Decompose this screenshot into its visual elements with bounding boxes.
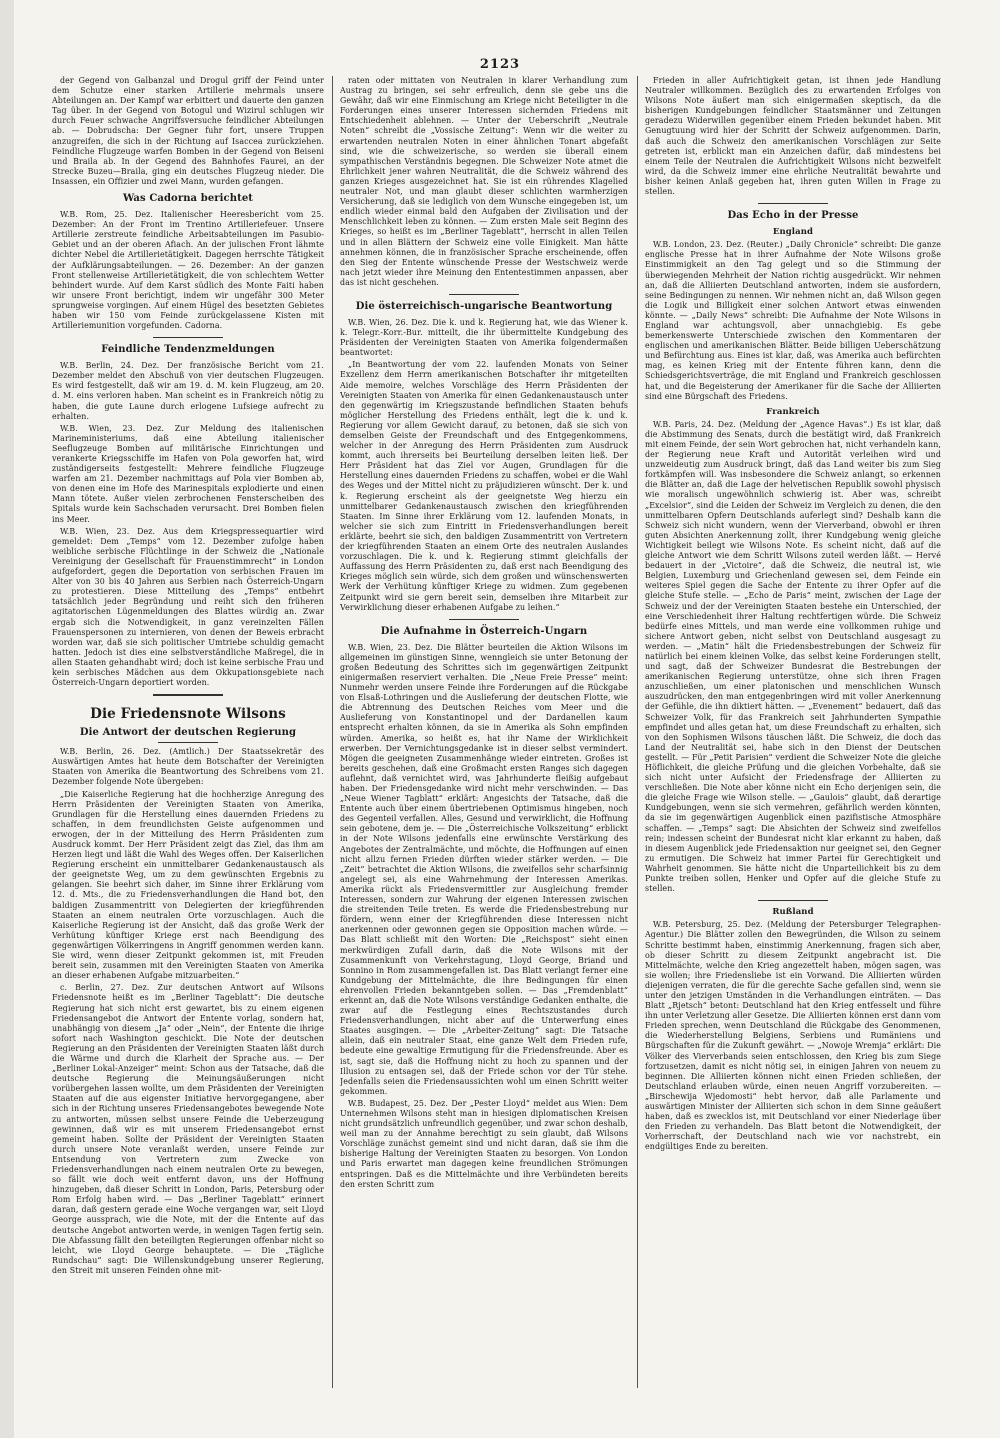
article-paragraph: W.B. Wien, 23. Dez. Aus dem Kriegspressequartier wird gemeldet: Dem „Temps“ vom 12. Dezember zufolge haben weibliche serbische Flüchtlinge in der Schweiz die „Nationale Vereinigung der Gesellschaft für Frauenstimmrecht“ in London aufgefordert, gegen die Deportation von serbischen Frauen im Alter von 30 bis 40 Jahren aus Serbien nach Österreich-Ungarn zu protestieren. Diese Mitteilung des „Temps“ entbehrt tatsächlich jeder Begründung und reiht sich den früheren agitatorischen Lügenmeldungen des Blattes würdig an. Zwar ergab sich die Notwendigkeit, in ganz vereinzelten Fällen Frauenspersonen zu internieren, von denen der Beweis erbracht worden war, daß sie sich politischer Umtriebe schuldig gemacht hatten. Jedoch ist dies eine selbstverständliche Maßregel, die in allen Staaten gehandhabt wird; doch ist keine serbische Frau und kein serbisches Mädchen aus dem Okkupationsgebiete nach Österreich-Ungarn deportiert worden. — [52, 526, 324, 688]
article-paragraph: W.B. Petersburg, 25. Dez. (Meldung der Petersburger Telegraphen-Agentur.) Die Blätter zollen den Bewegründen, die Wilson zu seinem Schritte bestimmt haben, einstimmig Anerkennung, fragen sich aber, ob dieser Schritt zu diesem Zeitpunkt angebracht ist. Die Mittelmächte, welche den Krieg angezettelt haben, mögen sagen, was sie wollen; ihre Friedensliebe ist ein Vorwand. Die Alliierten würden diejenigen verraten, die für die gerechte Sache gefallen sind, wenn sie unter den jetzigen Umständen in die Verhandlungen einträten. — Das Blatt „Rjetsch“ betont: Deutschland hat den Krieg entfesselt und führe ihn unter Verletzung aller Gesetze. Die Alliierten können erst dann vom Frieden sprechen, wenn Deutschland die Rückgabe des Genommenen, die Wiederherstellung Belgiens, Serbiens und Rumäniens und Bürgschaften für die Zukunft gewährt. — „Nowoje Wremja“ erklärt: Die Völker des Vierverbands seien entschlossen, den Krieg bis zum Siege fortzusetzen, damit es nicht nötig sei, in einigen Jahren von neuem zu beginnen. Die Alliierten können nicht einen Frieden schließen, der Deutschland erlauben würde, einen neuen Angriff vorzubereiten. — „Birschewija Wjedomosti“ hebt hervor, daß alle Parlamente und auswärtigen Minister der Alliierten sich schon in dem Sinne geäußert haben, daß es zwecklos ist, mit Deutschland vor einer Niederlage über den Frieden zu verhandeln. Das Blatt betont die Notwendigkeit, der Vorherrschaft, der Deutschland nach wie vor nachstrebt, ein endgültiges Ende zu bereiten. — [645, 920, 941, 1152]
article-heading: Die österreichisch-ungarische Beantwortung — [355, 300, 613, 312]
article-paragraph: raten oder mittaten von Neutralen in klarer Verhandlung zum Austrag zu bringen, sei sehr erfreulich, denn sie gebe uns die Gewähr, daß wir eine Einmischung am Kriege nicht Beteiligter in die Forderungen eines unserer Interessen sichernden Friedens mit Entschiedenheit ablehnen. — Unter der Ueberschrift „Neutrale Noten“ schreibt die „Vossische Zeitung“: Wenn wir die weiter zu erwartenden neutralen Noten in einer ähnlichen Tonart abgefaßt sind, wie die schweizerische, so werden sie überall einem sympathischen Verständnis begegnen. Die Schweizer Note atmet die Ehrlichkeit jener wahren Neutralität, die die Schweiz während des ganzen Krieges ausgezeichnet hat. Sie ist ein rührendes Klagelied neutraler Not, und man glaubt dieser schlichten warmherzigen Versicherung, daß sie lediglich von dem Wunsche eingegeben ist, um endlich wieder einmal bald den Aufgaben der Zivilisation und der Menschlichkeit leben zu können. — Zum ersten Male seit Beginn des Krieges, so heißt es im „Berliner Tageblatt“, herrscht in allen Teilen und in allen Blättern der Schweiz eine volle Einigkeit. Man hätte annehmen können, die in französischer Sprache erscheinende, offen den Sieg der Entente wünschende Presse der Westschweiz werde nach jetzt wieder ihre Meinung den Ententestimmen anpassen, aber das ist nicht geschehen. — [340, 76, 628, 287]
article-heading: Die Friedensnote Wilsons — [90, 706, 286, 723]
section-separator — [153, 694, 223, 696]
article-paragraph: W.B. Wien, 23. Dez. Die Blätter beurteilen die Aktion Wilsons im allgemeinen im günstigen Sinne, wenngleich sie unter Betonung der großen Bedeutung des Schrittes sich im gegenwärtigen Zeitpunkt einigermaßen reserviert verhalten. Die „Neue Freie Presse“ meint: Nunmehr werden unsere Feinde ihre Forderungen auf die Rückgabe von Elsaß-Lothringen und die Auslieferung der deutschen Flotte, wie die Abtrennung des Deutschen Reiches vom Meer und die Auslieferung von Konstantinopel und der Dardanellen kaum entsprecht erhalten können, da sie in Amerika als Sohn empfinden würden. Amerika, so heißt es, hat ihr Name der Wirklichkeit erwerben. Der Vernichtungsgedanke ist in dieser selbst vermindert. Mögen die geeigneten Zusammenhänge wieder eintreten. Großes ist bereits geschehen, daß eine Großmacht ersten Ranges sich dagegen auflehnt, daß vernichtet wird, was Jahrhunderte fleißig aufgebaut haben. Der Friedensgedanke wird nicht mehr verschwinden. — Das „Neue Wiener Tagblatt“ erklärt: Angesichts der Tatsache, daß die Entente auch über einem übertriebenen Optimismus hingeben, noch des Gegenteil verfallen. Alles, Gesund und verwirklicht, die Hoffnung sein gebotene, dem je. — Die „Österreichische Volkszeitung“ erblickt in der Note Wilsons jedenfalls eine erwünschte Verstärkung des Angebotes der Zentralmächte, und möchte, die Hoffnungen auf einen nicht allzu fernen Frieden dürften wieder stärker werden. — Die „Zeit“ betrachtet die Aktion Wilsons, die zweifellos sehr scharfsinnig angelegt sei, als eine Wahrnehmung der Interessen Amerikas. Amerika rückt als Friedensvermittler zur Ausgleichung fremder Interessen, sondern zur Wahrung der eigenen Interessen zwischen die streitenden Teile treten. Es werde die Friedensbestrebung nur fördern, wenn einer der Kriegführenden diese Interessen nicht anerkennen oder gewonnen gegen sie Opposition machen würde. — Das Blatt schließt mit den Worten: Die „Reichspost“ sieht einen merkwürdigen Zufall darin, daß die Note Wilsons mit der Zusammenkunft von Verkehrstagung, Lloyd George, Briand und Sonnino in Rom zusammengefallen ist. Das Blatt verlangt ferner eine Kundgebung der Mittelmächte, die ihre Bedingungen für einen ehrenvollen Frieden bekanntgeben sollen. — Das „Fremdenblatt“ erkennt an, daß die Note Wilsons verständige Gedanken enthalte, die zwar auf die Festlegung eines Rechtszustandes durch Friedensverhandlungen, nicht aber auf die Unterwerfung eines Staates ausgingen. — Die „Arbeiter-Zeitung“ sagt: Die Tatsache allein, daß ein neutraler Staat, eine ganze Welt dem Frieden rufe, bedeute eine gewaltige Ermutigung für die Friedensfreunde. Aber es ist, sagt sie, daß die Hoffnung nicht zu hoch zu spannen und der Illusion zu entsagen sei, daß der Friede schon vor der Tür stehe. Jedenfalls seien die Friedensaussichten wohl um einen Schritt weiter gekommen. — [340, 642, 628, 1096]
page-edge — [0, 0, 14, 1438]
article-heading: Was Cadorna berichtet — [122, 193, 254, 205]
article-paragraph: W.B. Berlin, 24. Dez. Der französische Bericht vom 21. Dezember meldet den Abschuß von vier deutschen Flugzeugen. Es wird festgestellt, daß wir am 19. d. M. kein Flugzeug, am 20. d. M. eins verloren haben. Man scheint es in Frankreich nötig zu haben, die gute Laune durch erlogene Lufsiege aufrecht zu erhalten. — [52, 361, 324, 421]
country-subheading: Frankreich — [766, 406, 820, 417]
country-subheading: England — [772, 227, 814, 238]
country-subheading: Rußland — [772, 907, 814, 918]
article-paragraph: W.B. Rom, 25. Dez. Italienischer Heeresbericht vom 25. Dezember: An der Front im Trentino Artilleriefeuer. Unsere Artillerie zerstreute feindliche Arbeitsabteilungen im Pasubio-Gebiet und an der oberen Afiach. An der julischen Front lähmte dichter Nebel die Artillerietätigkeit. Dagegen herrschte Tätigkeit der Aufklärungsabteilungen. — 26. Dezember: An der ganzen Front stellenweise Artillerietätigkeit, die von schlechtem Wetter behindert wurde. Auf dem Karst südlich des Monte Faiti haben wir unsere Front berichtigt, indem wir ungefähr 300 Meter sprungweise vorgingen. Auf einem Hügel des besetzten Gebietes haben wir 150 vom Feinde zurückgelassene Kisten mit Artilleriemunition vorgefunden. Cadorna. — [52, 210, 324, 331]
section-separator — [758, 203, 828, 204]
column-divider — [637, 76, 638, 1388]
page-number: 2123 — [479, 57, 521, 72]
article-paragraph: c. Berlin, 27. Dez. Zur deutschen Antwort auf Wilsons Friedensnote heißt es im „Berliner Tageblatt“: Die deutsche Regierung hat sich nicht erst gewartet, bis zu einem eigenen Friedensangebot die Antwort der Entente vorlag, sondern hat, unabhängig von diesem „Ja“ oder „Nein“, der Entente die ihrige sofort nach Washington geschickt. Die Note der deutschen Regierung an den Präsidenten der Vereinigten Staaten läßt durch die Wärme und durch die Klarheit der Sprache aus. — Der „Berliner Lokal-Anzeiger“ meint: Schon aus der Tatsache, daß die deutsche Regierung die Meinungsäußerungen nicht vorübergehen lassen wollte, um dem Präsidenten der Vereinigten Staaten auf die aus eigenster Initiative hervorgegangene, aber sich in der Richtung unseres Friedensangebotes bewegende Note zu antworten, müssen selbst unsere Feinde die Ueberzeugung gewinnen, daß wir es mit unserem Friedensangebot ernst gemeint haben. Sollte der Präsident der Vereinigten Staaten durch unsere Note veranlaßt werden, unsere Feinde zur Entsendung von Vertretern zum Zwecke von Friedensverhandlungen nach einem neutralen Orte zu bewegen, so fällt wie doch weit entfernt davon, uns der Hoffnung hinzugeben, daß dieser Schritt in London, Paris, Petersburg oder Rom Erfolg haben wird. — Das „Berliner Tageblatt“ erinnert daran, daß gestern gerade eine Woche vergangen war, seit Lloyd George aussprach, wie die Note, mit der die Entente auf das deutsche Angebot antworten werde, in wenigen Tagen fertig sein. Die Abfassung fällt den beteiligten Regierungen offenbar nicht so leicht, wie Lloyd George behauptete. — Die „Tägliche Rundschau“ sagt: Die Willenskundgebung unserer Regierung, den Streit mit unseren Feinden ohne mit- — [52, 983, 324, 1275]
article-paragraph: W.B. Berlin, 26. Dez. (Amtlich.) Der Staatssekretär des Auswärtigen Amtes hat heute dem Botschafter der Vereinigten Staaten von Amerika die Beantwortung des Schreibens vom 21. Dezember folgende Note übergeben: — [52, 747, 324, 787]
column-right — [645, 76, 941, 1388]
article-subheading: Die Antwort der deutschen Regierung — [52, 727, 324, 743]
article-paragraph: W.B. Wien, 23. Dez. Zur Meldung des italienischen Marineministeriums, daß eine Abteilung italienischer Seeflugzeuge Bomben auf militärische Einrichtungen und verankerte Kriegsschiffe im Hafen von Pola geworfen hat, wird zuständigerseits festgestellt: Mehrere feindliche Flugzeuge warfen am 21. Dezember nachmittags auf Pola vier Bomben ab, von denen eine im Hofe des Marinespitals explodierte und einen Mann tötete. Außer vielen zerbrochenen Fensterscheiben des Spitals wurde kein Sachschaden verursacht. Drei Bomben fielen ins Meer. — [52, 423, 324, 524]
column-left — [52, 76, 324, 1388]
article-paragraph: der Gegend von Galbanzal und Drogul griff der Feind unter dem Schutze einer starken Artillerie mehrmals unsere Abteilungen an. Der Kampf war erbittert und dauerte den ganzen Tag über. In der Gegend von Botogul und Wizirul schlugen wir durch Feuer schwache Angriffsversuche feindlicher Abteilungen ab. — Dobrudscha: Der Gegner fuhr fort, unsere Truppen anzugreifen, die sich in der Richtung auf Isaccea zurückziehen. Feindliche Flugzeuge warfen Bomben in der Gegend von Beiseni und Braila ab. In der Gegend des Bahnhofes Faurei, an der Strecke Buzeu—Braila, ging ein deutsches Flugzeug nieder. Die Insassen, ein Offizier und zwei Mann, wurden gefangen. — [52, 76, 324, 186]
article-paragraph: „Die Kaiserliche Regierung hat die hochherzige Anregung des Herrn Präsidenten der Vereinigten Staaten von Amerika, Grundlagen für die Herstellung eines dauernden Friedens zu schaffen, in dem freundlichsten Geiste aufgenommen und erwogen, der in der Mitteilung des Herrn Präsidenten zum Ausdruck kommt. Der Herr Präsident zeigt das Ziel, das ihm am Herzen liegt und läßt die Wahl des Weges offen. Der Kaiserlichen Regierung erscheint ein unmittelbarer Gedankenaustausch als der geeignetste Weg, um zu dem gewünschten Ergebnis zu gelangen. Sie beehrt sich daher, im Sinne ihrer Erklärung vom 12. d. Mts., die zu Friedensverhandlungen die Hand bot, den baldigen Zusammentritt von Delegierten der kriegführenden Staaten an einem neutralen Orte vorzuschlagen. Auch die Kaiserliche Regierung ist der Ansicht, daß das große Werk der Verhütung künftiger Kriege erst nach Beendigung des gegenwärtigen Völkerringens in Angriff genommen werden kann. Sie wird, wenn dieser Zeitpunkt gekommen ist, mit Freuden bereit sein, zusammen mit den Vereinigten Staaten von Amerika an dieser erhabenen Aufgabe mitzuarbeiten.“ — [52, 789, 324, 981]
article-paragraph: W.B. Paris, 24. Dez. (Meldung der „Agence Havas“.) Es ist klar, daß die Abstimmung des Senats, durch die bestätigt wird, daß Frankreich mit einem Feinde, der sein Wort gebrochen hat, nicht verhandeln kann, der Regierung neue Kraft und Autorität verleihen wird und unzweideutig zum Ausdruck bringt, daß das Land weiter bis zum Sieg fortkämpfen will. Was insbesondere die Schweiz anlangt, so erkennen die Blätter an, daß die Lage der helvetischen Republik sowohl physisch wie moralisch ungewöhnlich schwierig ist. Aber was, schreibt „Excelsior“, sind die Leiden der Schweiz im Vergleich zu denen, die den unmittelbaren Opfern Deutschlands auferlegt sind? Deshalb kann die Schweiz sich nicht wundern, wenn der Vierverband, obwohl er ihren guten Absichten Anerkennung zollt, ihrer Kundgebung wenig gleiche Wichtigkeit beilegt wie Wilsons Note. Es scheint nicht, daß auf die gleiche Antwort wie dem Schritt Wilsons zuteil werden läßt. — Hervé bedauert in der „Victoire“, daß die Schweiz, die neutral ist, wie Belgien, Luxemburg und Griechenland gewesen sei, dem Feinde ein weiteres Spiel gegen die Sache der Entente zu ihrer Opfer auf die gleiche Stufe stelle. — „Echo de Paris“ meint, zwischen der Lage der Schweiz und der der Vereinigten Staaten bestehe ein Unterschied, der eine Verschiedenheit ihrer Haltung rechtfertigen würde. Die Schweiz bedürfe eines Mittels, und man werde eine vollkommen ruhige und sichere Antwort geben, nicht selbst von Deutschland ausgesagt zu werden. — „Matin“ hält die Friedensbestrebungen der Schweiz für natürlich bei einem kleinen Volke, das selbst keine Forderungen stellt, und sagt, daß der Schweizer Bundesrat die Bestrebungen der amerikanischen Regierung unterstütze, ohne sich ihren Fragen anzuschließen, um einer platonischen und menschlichen Wunsch auszudrücken, den man entgegenbringen wird mit voller Anerkennung der Gefühle, die ihn diktiert hätten. — „Evenement“ bedauert, daß das Schweizer Volk, für das Frankreich seit Jahrhunderten Sympathie empfindet und alles getan hat, um diese Freundschaft zu erhalten, sich von den Sophismen Wilsons täuschen läßt. Die Schweiz, die doch das Land der Neutralität sei, habe sich in den Dienst der Deutschen gestellt. — Für „Petit Parisien“ verdient die Schweizer Note die gleiche Höflichkeit, die gleiche Prüfung und die gleichen Vorbehalte, daß sie sich nicht unter Aufsicht der Friedensfrage der Alliierten zu verschließen. Die Note aber könne nicht ein Echo derjenigen sein, die die gleiche Frage wie Wilson stelle. — „Gaulois“ glaubt, daß derartige Kundgebungen, wenn sie sich vermehren, gefährlich werden könnten, da sie im gegenwärtigen Augenblick einen pazifistische Atmosphäre schaffen. — „Temps“ sagt: Die Absichten der Schweiz sind zweifellos rein; indessen scheint der Bundesrat nicht klar erkannt zu haben, daß in diesem Augenblick jede Friedensaktion nur geeignet sei, den Gegner zu ermutigen. Die Schweiz hat immer Partei für Gerechtigkeit und Wahrheit genommen. Sie hätte nicht die Unparteilichkeit bis zu dem Punkte treiben sollen, Henker und Opfer auf die gleiche Stufe zu stellen. — [645, 419, 941, 894]
section-separator — [449, 294, 519, 295]
article-paragraph: W.B. Budapest, 25. Dez. Der „Pester Lloyd“ meldet aus Wien: Dem Unternehmen Wilsons steht man in hiesigen diplomatischen Kreisen nicht grundsätzlich unfreundlich gegenüber, und zwar schon deshalb, weil man zu der Annahme berechtigt zu sein glaubt, daß Wilsons Vorschläge zunächst gemeint sind und nicht daran, daß sie ihm die bisherige Haltung der Vereinigten Staaten zu besorgen. Von London und Paris erwartet man dagegen keine freundlichen Strömungen entspringen. Daß es die Mittelmächte und ihre Verbündeten bereits den ersten Schritt zum — [340, 1098, 628, 1189]
section-separator — [153, 337, 223, 338]
article-heading: Die Aufnahme in Österreich-Ungarn — [380, 625, 588, 637]
article-heading: Feindliche Tendenzmeldungen — [101, 344, 275, 356]
article-paragraph: W.B. London, 23. Dez. (Reuter.) „Daily Chronicle“ schreibt: Die ganze englische Presse hat in ihrer Aufnahme der Note Wilsons große Einstimmigkeit an den Tag gelegt und so die Stimmung der überwiegenden Mehrheit der Nation richtig ausgedrückt. Wir nehmen an, daß die Alliierten Deutschland antworten, indem sie ausfordern, seine Bedingungen zu nennen. Wir nehmen nicht an, daß Wilson gegen die Logik und Billigkeit einer solchen Antwort etwas einwenden könnte. — „Daily News“ schreibt: Die Aufnahme der Note Wilsons in England war achtungsvoll, aber unnachgiebig. Es gebe bemerkenswerte Unterschiede zwischen den Kommentaren der englischen und amerikanischen Blätter. Beide billigen Ueberschätzung und Befürchtung aus. Eines ist klar, daß, was Amerika auch befürchten mag, es keinen Krieg mit der Entente führen kann, denn die Schiedsgerichtsverträge, die mit England und Frankreich geschlossen hat, und die Begeisterung der Amerikaner für die Sache der Alliierten sind eine Bürgschaft des Friedens. — [645, 240, 941, 401]
article-heading: Das Echo in der Presse — [727, 210, 859, 222]
column-middle — [340, 76, 628, 1388]
article-paragraph: „In Beantwortung der vom 22. laufenden Monats von Seiner Exzellenz dem Herrn amerikanischen Botschafter ihr mitgeteilten Aide memoire, welches Vorschläge des Herrn Präsidenten der Vereinigten Staaten von Amerika für einen Gedankenaustausch unter den gegenwärtig im Kriegszustande befindlichen Staaten behufs möglicher Herstellung des Friedens enthält, legt die k. und k. Regierung vor allem Gewicht darauf, zu betonen, daß sie sich von demselben Geiste der Freundschaft und des Entgegenkommens, welcher in der Anregung des Herrn Präsidenten zum Ausdruck kommt, auch ihrerseits bei Beurteilung derselben leiten ließ. Der Herr Präsident hat das Ziel vor Augen, Grundlagen für die Herstellung eines dauernden Friedens zu schaffen, wobei er die Wahl des Weges und der Mittel nicht zu präjudizieren wünscht. Der k. und k. Regierung erscheint als der geeignetste Weg hierzu ein unmittelbarer Gedankenaustausch zwischen den kriegführenden Staaten. Im Sinne ihrer Erklärung vom 12. laufenden Monats, in welcher sie sich zum Eintritt in Friedensverhandlungen bereit erklärte, beehrt sie sich, den baldigen Zusammentritt von Vertretern der kriegführenden Staaten an einem Orte des neutralen Auslandes vorzuschlagen. Die k. und k. Regierung stimmt gleichfalls der Auffassung des Herrn Präsidenten zu, daß erst nach Beendigung des Krieges möglich sein würde, sich dem großen und wünschenswerten Werk der Verhütung künftiger Kriege zu widmen. Zum gegebenen Zeitpunkt wird sie gern bereit sein, demselben ihre Mitarbeit zur Verwirklichung dieser erhabenen Aufgabe zu leihen.“ — [340, 360, 628, 612]
article-paragraph: W.B. Wien, 26. Dez. Die k. und k. Regierung hat, wie das Wiener k. k. Telegr.-Korr.-Bur. mitteilt, die ihr übermittelte Kundgebung des Präsidenten der Vereinigten Staaten von Amerika folgendermaßen beantwortet: — [340, 317, 628, 358]
article-paragraph: Frieden in aller Aufrichtigkeit getan, ist ihnen jede Handlung Neutraler willkommen. Bezüglich des zu erwartenden Erfolges von Wilsons Note äußert man sich einigermaßen skeptisch, da die bisherigen Kundgebungen feindlicher Staatsmänner und Zeitungen geradezu Widerwillen gegenüber einem Frieden bekundet haben. Mit Genugtuung wird hier der Schritt der Schweiz aufgenommen. Darin, daß auch die Schweiz den amerikanischen Vorschlägen zur Seite getreten ist, erblickt man ein Anzeichen dafür, daß mindestens bei einem Teile der Neutralen die Aufrichtigkeit Wilsons nicht bezweifelt wird, da die Schweiz immer eine ehrliche Neutralität bewahrte und bisher keinen Anlaß gegeben hat, ihren guten Willen in Frage zu stellen. — [645, 76, 941, 197]
column-divider — [332, 76, 333, 1388]
section-separator — [758, 900, 828, 901]
section-separator — [449, 619, 519, 620]
